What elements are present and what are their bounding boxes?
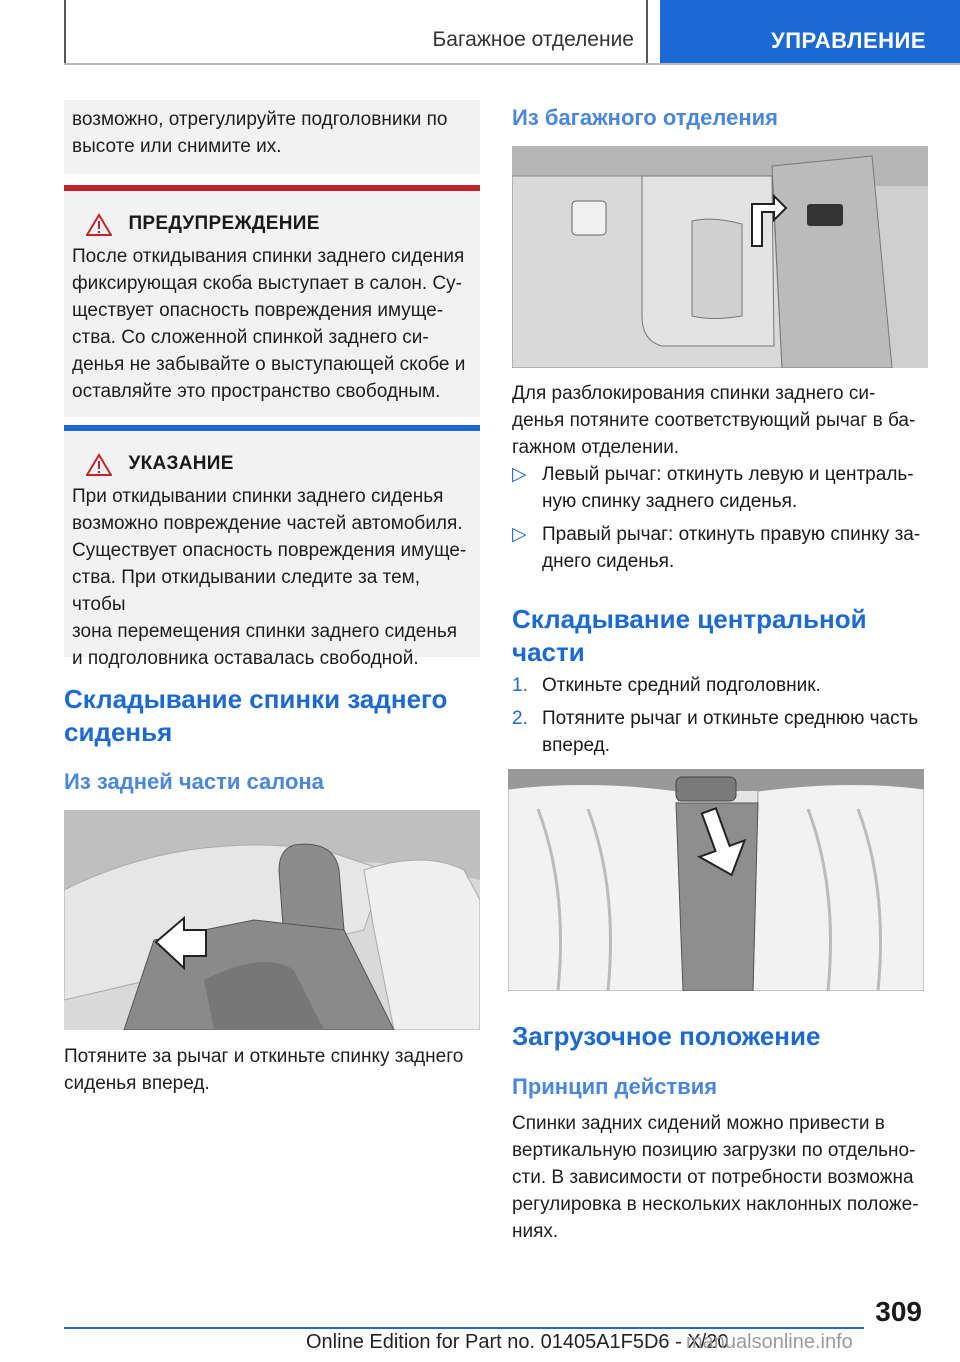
trunk-release-text: Для разблокирования спинки заднего си- денья потяните соответствующий рычаг в ба- гажном отделении. <box>512 383 916 458</box>
trunk-illustration <box>512 146 928 368</box>
list-item: ▷ Правый рычаг: откинуть правую спинку за- днего сиденья. <box>512 521 928 575</box>
rear-seat-caption: Потяните за рычаг и откиньте спинку заднего сиденья вперед. <box>64 1046 464 1094</box>
notice-box <box>64 425 480 669</box>
section-heading-fold-center: Складывание центральной части <box>512 604 867 667</box>
rear-seat-lever-image <box>64 810 480 1030</box>
warning-box <box>64 185 480 417</box>
warning-title: ПРЕДУПРЕЖДЕНИЕ <box>128 213 320 235</box>
rear-seat-illustration <box>64 810 480 1030</box>
step-number: 2. <box>512 708 528 729</box>
center-backrest-image <box>508 769 924 991</box>
warning-triangle-icon <box>86 213 112 237</box>
lever-bullet-list <box>512 461 928 575</box>
continued-note-text: возможно, отрегулируйте подголовники по высоте или снимите их. <box>72 109 448 157</box>
notice-text: При откидывании спинки заднего сиденья возможно повреждение частей автомобиля. Существует опасность повреждения имуще- ства. При откидывании следите за тем, чтобы зона перемещения спинки заднего сиденья и подголовника оставалась свободной. <box>72 486 467 669</box>
bullet-arrow-icon: ▷ <box>512 524 527 545</box>
page-number: 309 <box>875 1296 922 1327</box>
footer-divider <box>64 1327 864 1329</box>
bullet-arrow-icon: ▷ <box>512 464 527 485</box>
subheading-rear-cabin: Из задней части салона <box>64 769 324 794</box>
edition-footer: Online Edition for Part no. 01405A1F5D6 - X/20 <box>306 1331 729 1353</box>
trunk-lever-image <box>512 146 928 368</box>
header-section-box <box>64 0 648 64</box>
list-item: 1. Откиньте средний подголовник. <box>512 672 928 699</box>
principle-text: Спинки задних сидений можно привести в вертикальную позицию загрузки по отдельно- сти. В зависимости от потребности возможна регулировка в нескольких наклонных положе- ниях. <box>512 1113 919 1242</box>
watermark: manualsonline.info <box>686 1331 853 1353</box>
continued-note-box <box>64 100 480 174</box>
warning-text: После откидывания спинки заднего сидения фиксирующая скоба выступает в салон. Су- ществует опасность повреждения имуще- ства. Со сложенной спинкой заднего си- денья не забывайте о выступающей скобе и оставляйте это пространство свободным. <box>72 246 466 402</box>
list-item: 2. Потяните рычаг и откиньте среднюю часть вперед. <box>512 705 928 759</box>
notice-title: УКАЗАНИЕ <box>128 453 234 475</box>
section-heading-fold-backrest: Складывание спинки заднего сиденья <box>64 684 448 747</box>
section-heading-load-position: Загрузочное положение <box>512 1021 821 1051</box>
subheading-principle: Принцип действия <box>512 1074 718 1099</box>
subheading-from-trunk: Из багажного отделения <box>512 105 778 130</box>
notice-triangle-icon <box>86 453 112 477</box>
step-number: 1. <box>512 675 528 696</box>
center-backrest-illustration <box>508 769 924 991</box>
header-divider <box>64 63 960 65</box>
list-item: ▷ Левый рычаг: откинуть левую и централь- ную спинку заднего сиденья. <box>512 461 928 515</box>
header-section-title: Багажное отделение <box>432 28 634 51</box>
center-steps-list <box>512 672 928 759</box>
header-chapter-box <box>660 0 960 64</box>
header-chapter-title: УПРАВЛЕНИЕ <box>771 28 926 53</box>
